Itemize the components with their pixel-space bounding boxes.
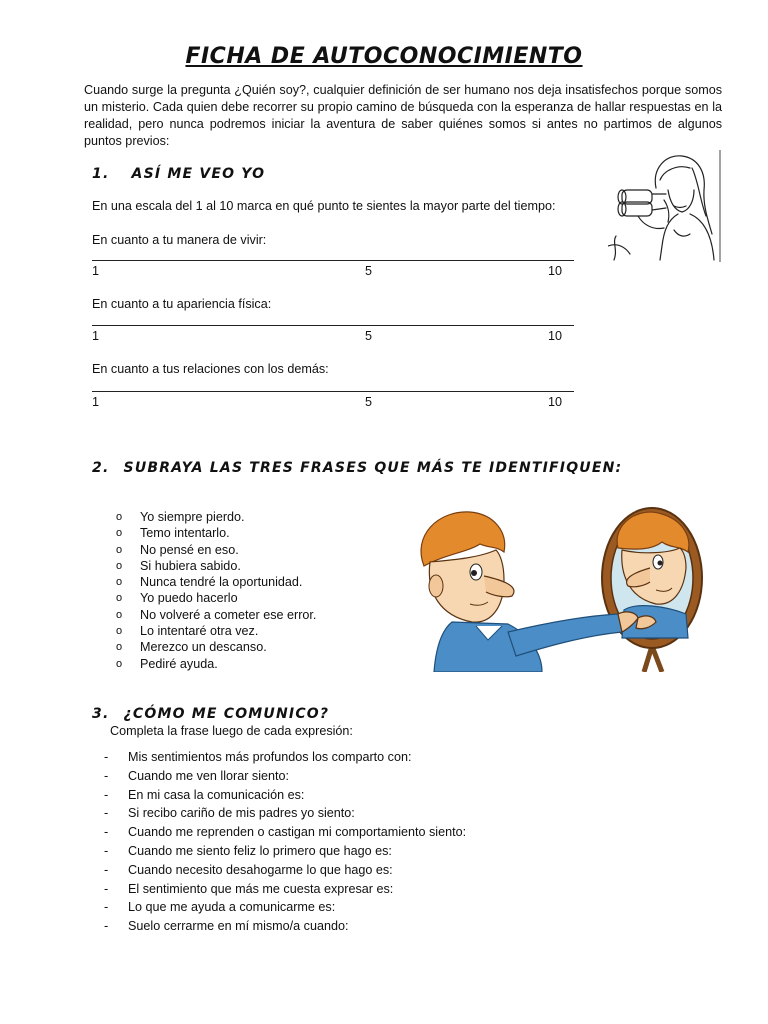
expressions-list <box>104 748 466 936</box>
intro-paragraph: Cuando surge la pregunta ¿Quién soy?, cualquier definición de ser humano nos deja insatisfechos porque somos un misterio. Cada quien debe recorrer su propio camino de búsqueda con la esperanza de hallar respuestas en la realidad, pero nunca podremos iniciar la aventura de saber quiénes somos si antes no partimos de algunos puntos previos: <box>84 83 722 148</box>
man-looking-in-mirror-illustration <box>412 506 712 672</box>
scale-2-label: En cuanto a tu apariencia física: <box>92 297 272 311</box>
expression-item-marker: - <box>104 881 109 896</box>
expression-item <box>104 880 466 899</box>
scale-1-line[interactable] <box>92 260 574 261</box>
expression-item-text: Mis sentimientos más profundos los comparto con: <box>128 750 412 764</box>
phrases-list <box>116 509 316 672</box>
section-2-heading <box>92 460 622 476</box>
scale-1-min: 1 <box>92 264 100 278</box>
phrase-item-marker: o <box>116 657 123 670</box>
phrase-item-text: No volveré a cometer ese error. <box>140 607 317 622</box>
girl-with-binoculars-illustration <box>608 150 724 262</box>
phrase-item <box>116 558 316 574</box>
expression-item-text: Cuando necesito desahogarme lo que hago es: <box>128 862 393 877</box>
expression-item-text: Cuando me siento feliz lo primero que hago es: <box>128 843 392 858</box>
section-2-number: 2. <box>92 460 110 476</box>
expression-item-marker: - <box>104 750 109 764</box>
phrase-item <box>116 607 316 623</box>
phrase-item-marker: o <box>116 511 123 523</box>
section-1-number: 1. <box>92 166 110 182</box>
expression-item <box>104 842 466 861</box>
section-3-number: 3. <box>92 706 110 722</box>
page-title: FICHA DE AUTOCONOCIMIENTO <box>185 44 583 69</box>
phrase-item-marker: o <box>116 625 123 638</box>
phrase-item <box>116 656 316 672</box>
expression-item-marker: - <box>104 768 109 783</box>
scale-1-mid: 5 <box>365 264 373 278</box>
expression-item-text: En mi casa la comunicación es: <box>128 787 305 802</box>
expression-item <box>104 786 466 805</box>
scale-2-max: 10 <box>548 329 563 343</box>
scale-2-mid: 5 <box>365 329 373 343</box>
expression-item <box>104 748 466 767</box>
scale-3-label: En cuanto a tus relaciones con los demás: <box>92 362 329 376</box>
phrase-item-text: No pensé en eso. <box>140 542 239 557</box>
phrase-item-text: Temo intentarlo. <box>140 526 230 541</box>
section-1-heading <box>92 166 265 182</box>
phrase-item-text: Nunca tendré la oportunidad. <box>140 575 303 590</box>
phrase-item-marker: o <box>116 608 123 621</box>
phrase-item-marker: o <box>116 527 123 540</box>
expression-item <box>104 917 466 936</box>
phrase-item <box>116 590 316 606</box>
phrase-item <box>116 542 316 558</box>
section-1-instruction: En una escala del 1 al 10 marca en qué punto te sientes la mayor parte del tiempo: <box>92 199 556 213</box>
expression-item-text: Si recibo cariño de mis padres yo siento: <box>128 806 355 821</box>
section-3-title: ¿CÓMO ME COMUNICO? <box>123 706 330 722</box>
phrase-item-marker: o <box>116 543 123 556</box>
scale-1-label: En cuanto a tu manera de vivir: <box>92 233 267 247</box>
expression-item-text: Lo que me ayuda a comunicarme es: <box>128 900 336 915</box>
section-2-title: SUBRAYA LAS TRES FRASES QUE MÁS TE IDENTIFIQUEN: <box>123 460 623 476</box>
phrase-item-text: Si hubiera sabido. <box>140 558 241 573</box>
phrase-item-marker: o <box>116 576 123 589</box>
expression-item-marker: - <box>104 825 109 840</box>
section-1-title: ASÍ ME VEO YO <box>131 166 266 182</box>
expression-item-text: Cuando me ven llorar siento: <box>128 768 290 783</box>
expression-item <box>104 898 466 917</box>
section-3-instruction: Completa la frase luego de cada expresión: <box>110 724 353 738</box>
section-3-heading <box>92 706 329 722</box>
expression-item-text: El sentimiento que más me cuesta expresar es: <box>128 881 394 896</box>
expression-item <box>104 767 466 786</box>
phrase-item-marker: o <box>116 641 123 654</box>
expression-item-marker: - <box>104 787 109 802</box>
phrase-item <box>116 525 316 541</box>
phrase-item-marker: o <box>116 559 123 572</box>
expression-item <box>104 861 466 880</box>
expression-item-marker: - <box>104 843 109 858</box>
phrase-item-text: Lo intentaré otra vez. <box>140 624 259 639</box>
phrase-item <box>116 574 316 590</box>
expression-item <box>104 804 466 823</box>
scale-3-max: 10 <box>548 395 563 409</box>
scale-3-line[interactable] <box>92 391 574 392</box>
phrase-item-text: Merezco un descanso. <box>140 640 267 655</box>
phrase-item <box>116 623 316 639</box>
expression-item-marker: - <box>104 919 109 934</box>
expression-item-marker: - <box>104 862 109 877</box>
phrase-item-marker: o <box>116 592 123 605</box>
phrase-item-text: Yo siempre pierdo. <box>140 510 245 524</box>
expression-item-text: Cuando me reprenden o castigan mi comportamiento siento: <box>128 825 467 840</box>
expression-item-text: Suelo cerrarme en mí mismo/a cuando: <box>128 919 349 934</box>
phrase-item-text: Yo puedo hacerlo <box>140 591 238 606</box>
phrase-item <box>116 509 316 525</box>
expression-item-marker: - <box>104 806 109 821</box>
expression-item <box>104 823 466 842</box>
phrase-item-text: Pediré ayuda. <box>140 656 218 671</box>
scale-2-min: 1 <box>92 329 100 343</box>
scale-3-min: 1 <box>92 395 100 409</box>
scale-2-line[interactable] <box>92 325 574 326</box>
scale-3-mid: 5 <box>365 395 373 409</box>
phrase-item <box>116 639 316 655</box>
scale-1-max: 10 <box>548 264 563 278</box>
expression-item-marker: - <box>104 900 109 915</box>
